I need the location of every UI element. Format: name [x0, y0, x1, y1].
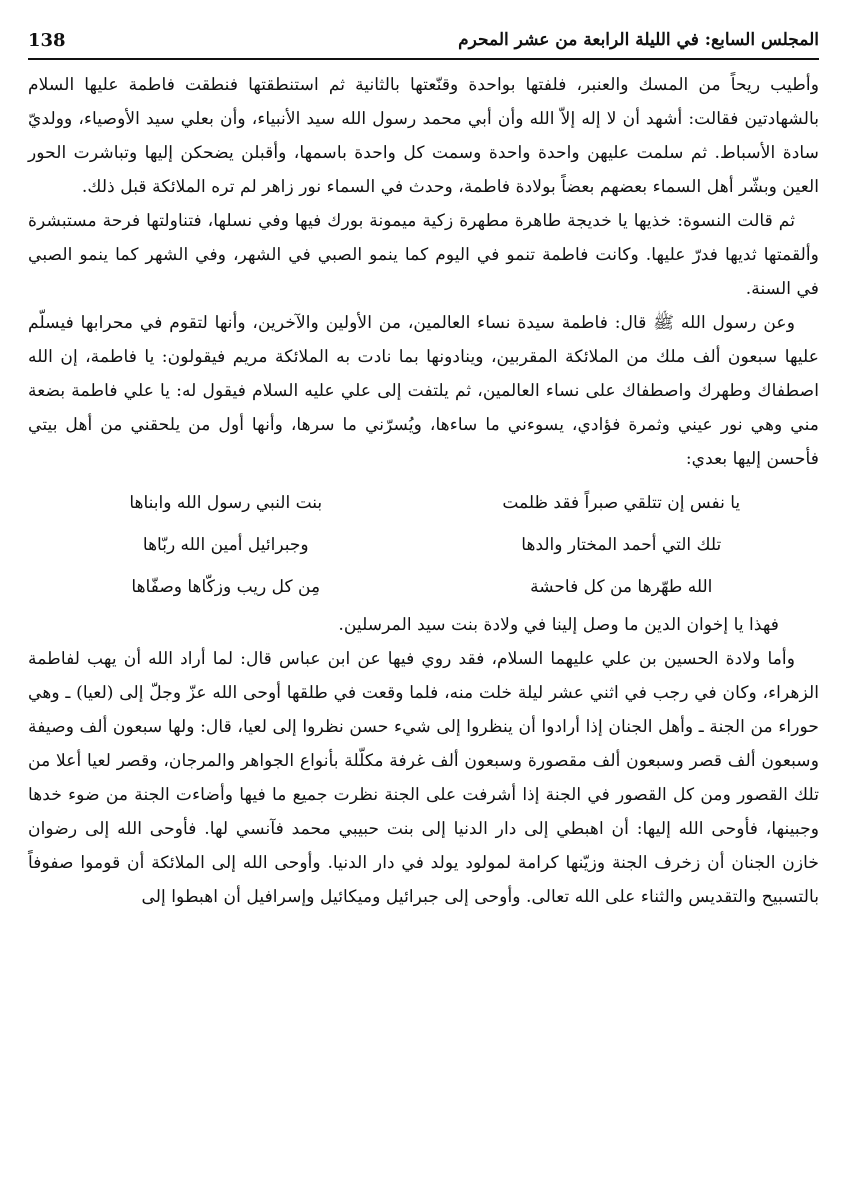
page-header: [28, 22, 819, 58]
poem-verse: [28, 524, 819, 566]
verse-second-hemistich: بنت النبي رسول الله وابناها: [129, 493, 323, 513]
poem-verse: [28, 482, 819, 524]
page-number: 138: [28, 30, 66, 51]
verse-second-hemistich: وجبرائيل أمين الله ربّاها: [142, 535, 309, 555]
header-rule: [28, 58, 819, 60]
verse-first-hemistich: الله طهّرها من كل فاحشة: [530, 577, 713, 597]
verse-second-hemistich: مِن كل ريب وزكّاها وصفّاها: [131, 577, 321, 597]
poem-verse: [28, 566, 819, 608]
poem: [28, 482, 819, 608]
verse-first-hemistich: يا نفس إن تتلقي صبراً فقد ظلمت: [502, 493, 741, 513]
paragraph: وعن رسول الله ﷺ قال: فاطمة سيدة نساء العالمين، من الأولين والآخرين، وأنها لتقوم في محرابها فيسلّم عليها سبعون ألف ملك من الملائكة المقربين، وينادونها بما نادت به الملائكة مريم فيقولون: يا فاطمة، إن الله اصطفاك وطهرك واصطفاك على نساء العالمين، ثم يلتفت إلى علي عليه السلام فيقول له: يا علي فاطمة بضعة مني وهي نور عيني وثمرة فؤادي، يسوءني ما ساءها، ويُسرّني ما سرها، وأنها أول من يلحقني من أهل بيتي فأحسن إليها بعدي:: [28, 313, 819, 469]
paragraph: وأطيب ريحاً من المسك والعنبر، فلفتها بواحدة وقنّعتها بالثانية ثم استنطقتها فنطقت فاطمة عليها السلام بالشهادتين فقالت: أشهد أن لا إله إلاّ الله وأن أبي محمد رسول الله سيد الأنبياء، وأن بعلي سيد الأوصياء، وولديّ سادة الأسباط. ثم سلمت عليهن واحدة واحدة وسمت كل واحدة باسمها، وأقبلن يضحكن إليها وتباشرت الحور العين وبشّر أهل السماء بعضهم بعضاً بولادة فاطمة، وحدث في السماء نور زاهر لم تره الملائكة قبل ذلك.: [28, 75, 819, 197]
paragraph: وأما ولادة الحسين بن علي عليهما السلام، فقد روي فيها عن ابن عباس قال: لما أراد الله أن يهب لفاطمة الزهراء، وكان في رجب في اثني عشر ليلة خلت منه، فلما وقعت في طلقها أوحى الله عزّ وجلّ إلى (لعيا) ـ وهي حوراء من الجنة ـ وأهل الجنان إذا أرادوا أن ينظروا إلى شيء حسن نظروا إلى لعيا، قال: ولها سبعون ألف وصيفة وسبعون ألف قصر وسبعون ألف مقصورة وسبعون ألف غرفة مكلّلة بأنواع الجواهر والمرجان، وقصر لعيا أعلا من تلك القصور ومن كل القصور في الجنة إذا أشرفت على الجنة نظرت جميع ما فيها وأضاءت الجنة من ضوء خدها وجبينها، فأوحى الله إليها: أن اهبطي إلى دار الدنيا إلى بنت حبيبي محمد فآنسي لها. فأوحى الله إلى رضوان خازن الجنان أن زخرف الجنة وزيّنها كرامة لمولود يولد في دار الدنيا. وأوحى الله إلى الملائكة أن قوموا صفوفاً بالتسبيح والتقديس والثناء على الله تعالى. وأوحى إلى جبرائيل وميكائيل وإسرافيل أن اهبطوا إلى: [28, 649, 819, 907]
body-text: [28, 68, 819, 1193]
verse-first-hemistich: تلك التي أحمد المختار والدها: [521, 535, 722, 555]
paragraph: ثم قالت النسوة: خذيها يا خديجة طاهرة مطهرة زكية ميمونة بورك فيها وفي نسلها، فتناولتها فرحة مستبشرة وألقمتها ثديها فدرّ عليها. وكانت فاطمة تنمو في اليوم كما ينمو الصبي في الشهر، وفي الشهر كما ينمو الصبي في السنة.: [28, 211, 819, 299]
closing-line: فهذا يا إخوان الدين ما وصل إلينا في ولادة بنت سيد المرسلين.: [338, 615, 779, 635]
running-title: المجلس السابع: في الليلة الرابعة من عشر المحرم: [458, 30, 819, 50]
